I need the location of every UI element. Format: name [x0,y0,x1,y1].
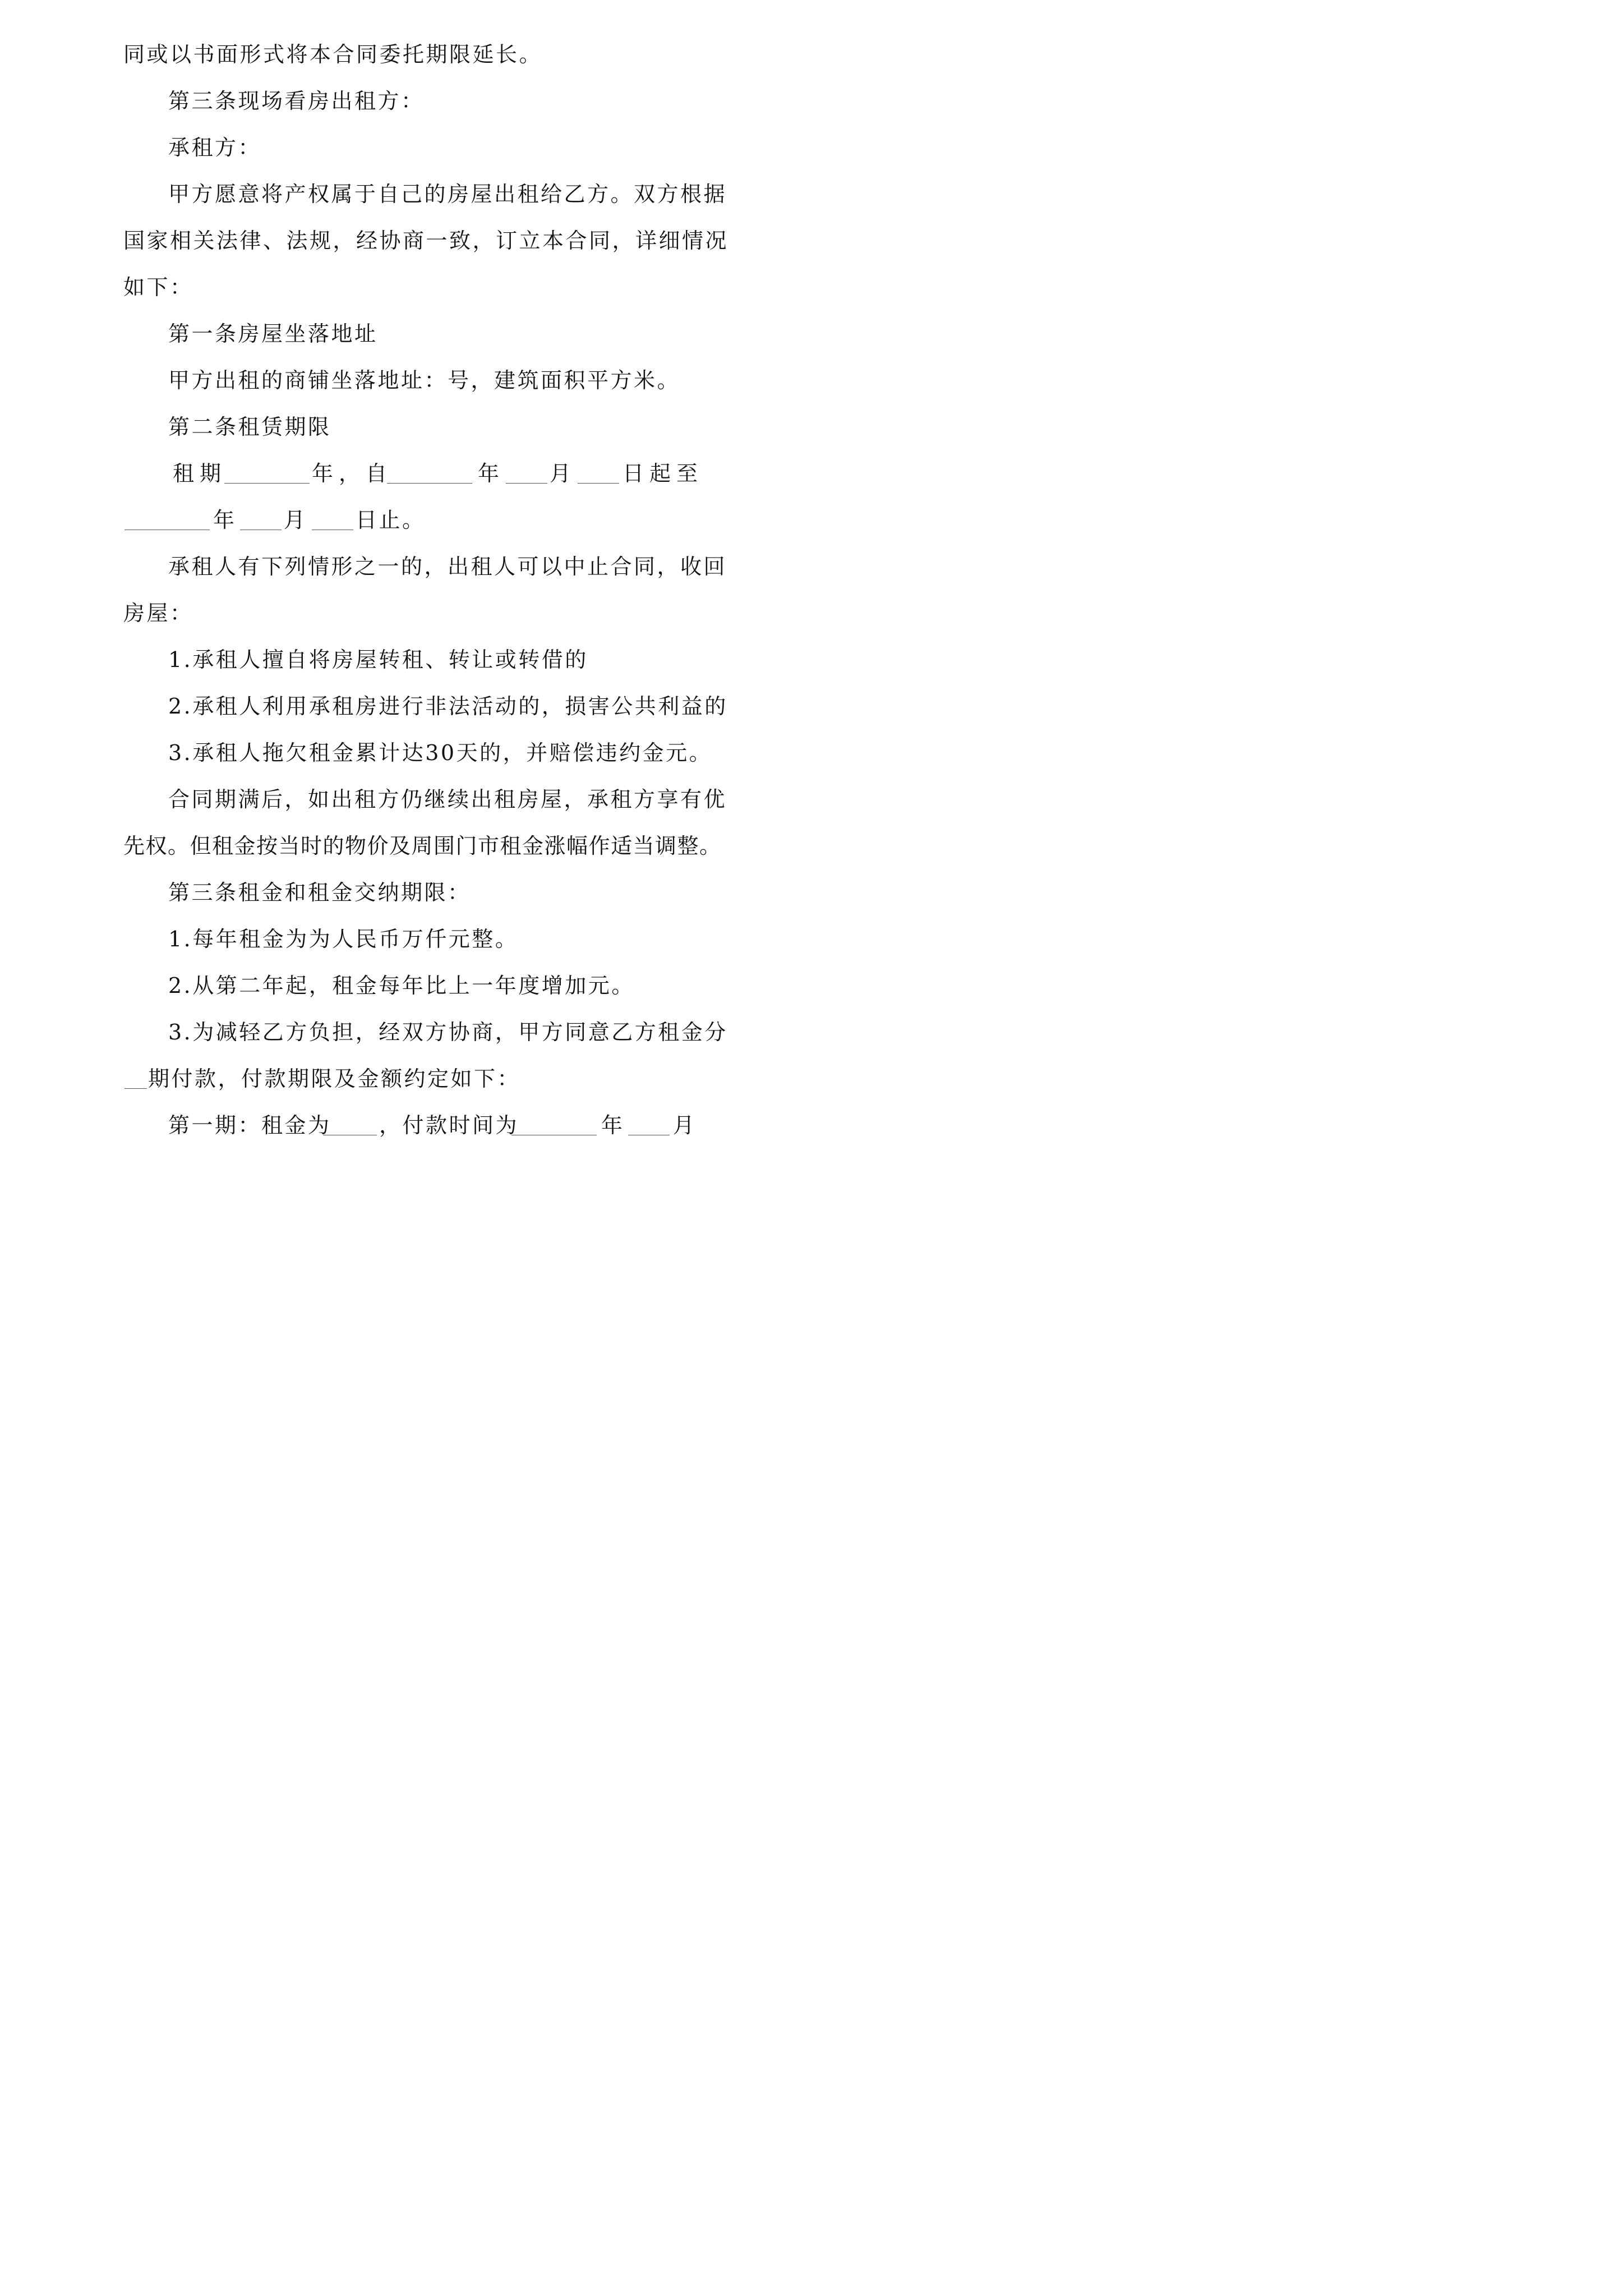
list-item: 1.承租人擅自将房屋转租、转让或转借的 [168,647,588,672]
paragraph-line: 房屋： [123,601,193,625]
blank-field[interactable] [506,461,547,484]
list-item: 1.每年租金为为人民币万仟元整。 [168,927,519,951]
list-item: 2.从第二年起，租金每年比上一年度增加元。 [168,973,635,998]
lease-term-line: 租期 年，自 年 月 日起至 [173,461,704,486]
paragraph-line: 承租方： [168,135,262,160]
list-item: 3.承租人拖欠租金累计达30天的，并赔偿违约金元。 [168,740,713,765]
blank-field[interactable] [387,461,472,484]
blank-field[interactable] [240,507,282,530]
list-item: 2.承租人利用承租房进行非法活动的，损害公共利益的 [168,694,728,719]
lease-term-line: 年 月 日止。 [0,500,811,540]
payment-line: 第一期：租金为 ，付款时间为 年 月 [168,1113,697,1138]
paragraph-line: 合同期满后，如出租方仍继续出租房屋，承租方享有优 [168,787,727,812]
paragraph-line: 甲方愿意将产权属于自己的房屋出租给乙方。双方根据 [168,182,727,206]
blank-field[interactable] [628,1112,670,1135]
section-heading: 第二条租赁期限 [168,415,331,439]
blank-field[interactable] [125,507,210,530]
paragraph-line: 先权。但租金按当时的物价及周围门市租金涨幅作适当调整。 [123,834,722,858]
section-heading: 第三条租金和租金交纳期限： [168,880,471,905]
paragraph-line: 同或以书面形式将本合同委托期限延长。 [123,42,543,67]
document-page [0,0,811,1148]
paragraph-line: 承租人有下列情形之一的，出租人可以中止合同，收回 [168,554,727,579]
list-item: 3.为减轻乙方负担，经双方协商，甲方同意乙方租金分 [168,1020,728,1045]
list-item: 期付款，付款期限及金额约定如下： [0,1059,811,1098]
blank-field[interactable] [578,461,619,484]
blank-field[interactable] [312,507,353,530]
blank-field[interactable] [224,461,310,484]
blank-field[interactable] [323,1112,377,1135]
blank-field[interactable] [511,1112,597,1135]
blank-field[interactable] [125,1066,147,1089]
paragraph-line: 甲方出租的商铺坐落地址：号，建筑面积平方米。 [168,368,681,393]
section-heading: 第一条房屋坐落地址 [168,321,378,346]
paragraph-line: 如下： [123,275,193,300]
paragraph-line: 国家相关法律、法规，经协商一致，订立本合同，详细情况 [123,228,729,253]
paragraph-line: 第三条现场看房出租方： [168,89,425,113]
